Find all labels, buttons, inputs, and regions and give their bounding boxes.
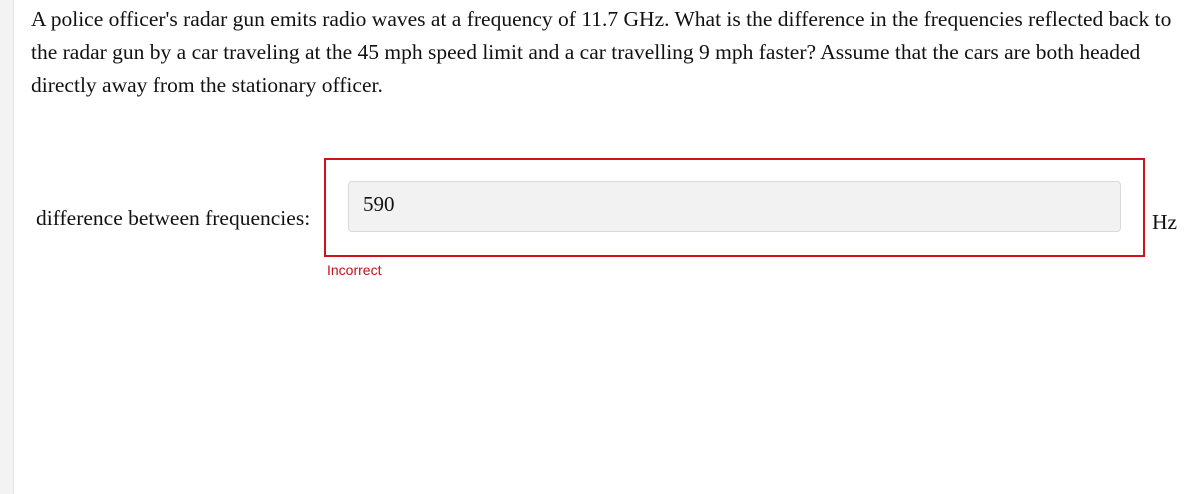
answer-label: difference between frequencies: (36, 206, 311, 230)
answer-input-container (324, 158, 1145, 257)
unit-label: Hz (1152, 210, 1178, 234)
answer-input[interactable]: 590 (348, 181, 1121, 232)
incorrect-status-text: Incorrect (327, 262, 382, 278)
question-text: A police officer's radar gun emits radio waves at a frequency of 11.7 GHz. What is the difference in the frequencies reflected back to the radar gun by a car traveling at the 45 mph speed limit and a car travelling 9 mph faster? Assume that the cars are both headed directly away from the stationary officer. (31, 7, 1172, 97)
left-scroll-rail (0, 0, 14, 494)
